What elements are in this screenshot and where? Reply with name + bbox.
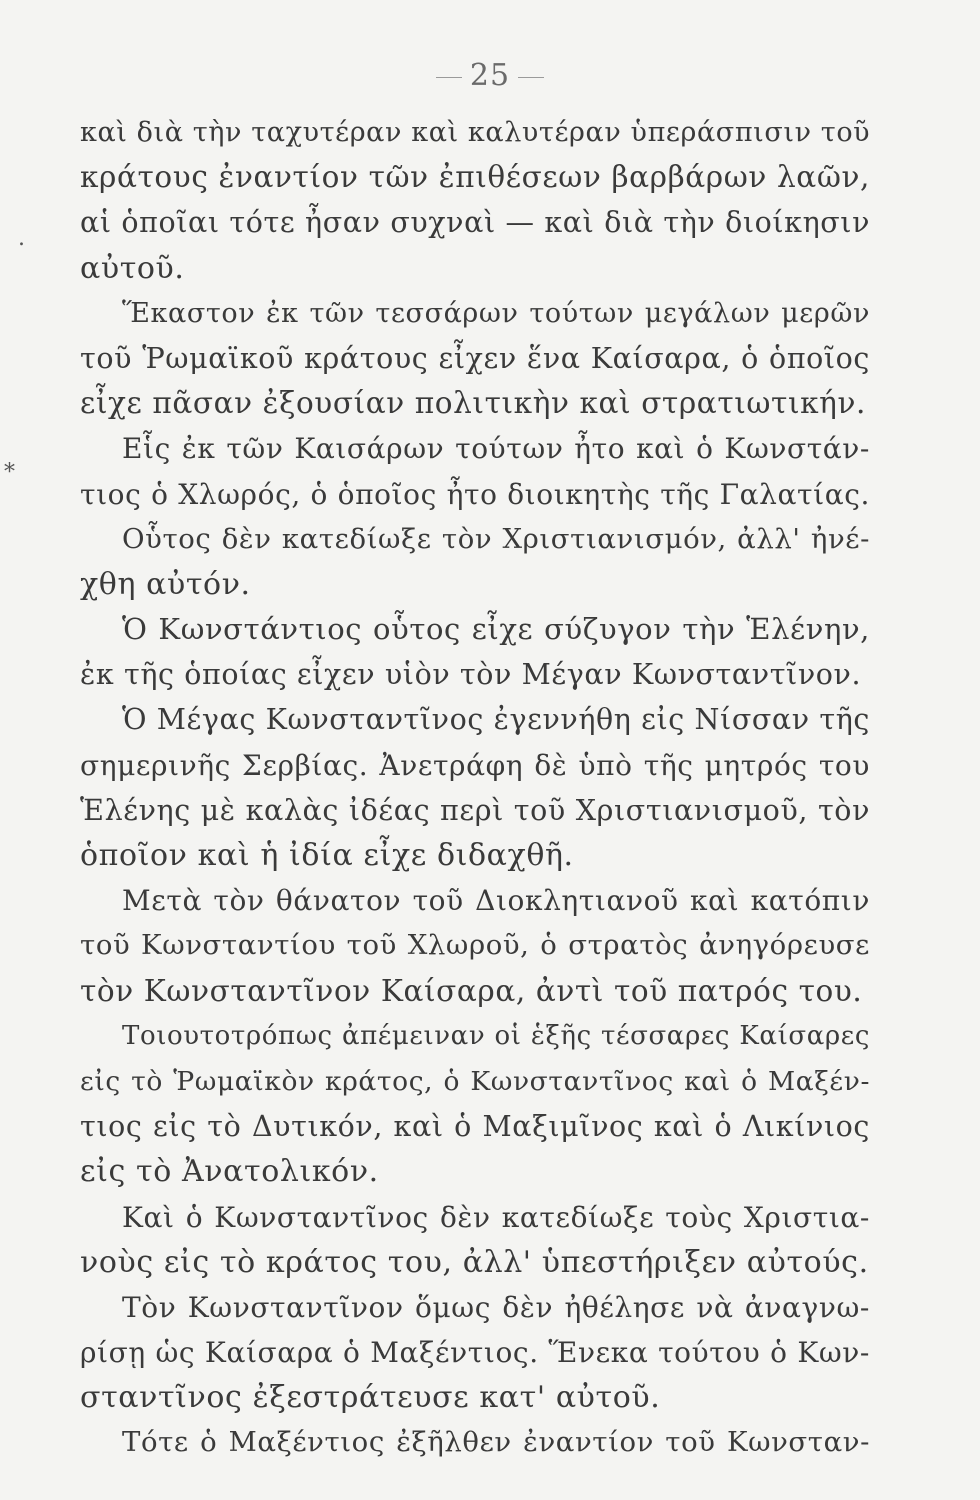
text-line: Καὶ ὁ Κωνσταντῖνος δὲν κατεδίωξε τοὺς Χριστια- <box>122 1200 870 1234</box>
text-line: εἰς τὸ Ῥωμαϊκὸν κράτος, ὁ Κωνσταντῖνος καὶ ὁ Μαξέν- <box>80 1065 870 1097</box>
text-line: ἐκ τῆς ὁποίας εἶχεν υἱὸν τὸν Μέγαν Κωνσταντῖνον. <box>80 658 862 692</box>
text-line: Τοιουτοτρόπως ἀπέμειναν οἱ ἑξῆς τέσσαρες Καίσαρες <box>122 1020 870 1051</box>
margin-mark: * <box>4 460 15 485</box>
text-line: ρίσῃ ὡς Καίσαρα ὁ Μαξέντιος. Ἕνεκα τούτου ὁ Κων- <box>80 1336 870 1370</box>
text-line: Εἷς ἐκ τῶν Καισάρων τούτων ἦτο καὶ ὁ Κωνστάν- <box>122 432 870 466</box>
text-line: τιος εἰς τὸ Δυτικόν, καὶ ὁ Μαξιμῖνος καὶ ὁ Λικίνιος <box>80 1110 870 1144</box>
text-line: σημερινῆς Σερβίας. Ἀνετράφη δὲ ὑπὸ τῆς μητρός του <box>80 748 870 782</box>
margin-mark: . <box>18 226 25 251</box>
text-line: Τὸν Κωνσταντῖνον ὅμως δὲν ἠθέλησε νὰ ἀναγνω- <box>122 1290 870 1324</box>
text-line: ὁποῖον καὶ ἡ ἰδία εἶχε διδαχθῆ. <box>80 838 574 873</box>
header-rule-left <box>436 77 462 78</box>
text-line: αἱ ὁποῖαι τότε ἦσαν συχναὶ — καὶ διὰ τὴν διοίκησιν <box>80 206 870 240</box>
text-line: Ἑλένης μὲ καλὰς ἰδέας περὶ τοῦ Χριστιανισμοῦ, τὸν <box>80 793 870 827</box>
text-line: νοὺς εἰς τὸ κράτος του, ἀλλ' ὑπεστήριξεν αὐτούς. <box>80 1244 869 1280</box>
text-line: εἶχε πᾶσαν ἐξουσίαν πολιτικὴν καὶ στρατιωτικήν. <box>80 386 866 421</box>
text-line: Μετὰ τὸν θάνατον τοῦ Διοκλητιανοῦ καὶ κατόπιν <box>122 884 870 918</box>
text-line: Ὁ Μέγας Κωνσταντῖνος ἐγεννήθη εἰς Νίσσαν τῆς <box>122 703 870 737</box>
text-line: κράτους ἐναντίον τῶν ἐπιθέσεων βαρβάρων λαῶν, <box>80 160 870 195</box>
text-line: αὐτοῦ. <box>80 250 185 286</box>
text-line: χθη αὐτόν. <box>80 566 251 602</box>
text-line: τὸν Κωνσταντῖνον Καίσαρα, ἀντὶ τοῦ πατρός του. <box>80 973 863 1008</box>
text-line: καὶ διὰ τὴν ταχυτέραν καὶ καλυτέραν ὑπεράσπισιν τοῦ <box>80 117 870 148</box>
text-line: Ὁ Κωνστάντιος οὗτος εἶχε σύζυγον τὴν Ἑλένην, <box>122 612 870 647</box>
page-number: 25 <box>469 58 511 93</box>
text-line: Ἕκαστον ἐκ τῶν τεσσάρων τούτων μεγάλων μερῶν <box>122 297 870 329</box>
text-line: σταντῖνος ἐξεστράτευσε κατ' αὐτοῦ. <box>80 1380 661 1416</box>
text-line: εἰς τὸ Ἀνατολικόν. <box>80 1154 379 1190</box>
text-line: Οὗτος δὲν κατεδίωξε τὸν Χριστιανισμόν, ἀλλ' ἠνέ- <box>122 522 870 555</box>
text-line: τιος ὁ Χλωρός, ὁ ὁποῖος ἦτο διοικητὴς τῆς Γαλατίας. <box>80 477 870 511</box>
text-line: τοῦ Κωνσταντίου τοῦ Χλωροῦ, ὁ στρατὸς ἀνηγόρευσε <box>80 929 870 962</box>
text-line: Τότε ὁ Μαξέντιος ἐξῆλθεν ἐναντίον τοῦ Κωνσταν- <box>122 1426 870 1459</box>
header-rule-right <box>518 77 544 78</box>
body-text <box>80 110 870 1466</box>
text-line: τοῦ Ῥωμαϊκοῦ κράτους εἶχεν ἕνα Καίσαρα, ὁ ὁποῖος <box>80 341 870 375</box>
page-number-header <box>0 58 980 93</box>
